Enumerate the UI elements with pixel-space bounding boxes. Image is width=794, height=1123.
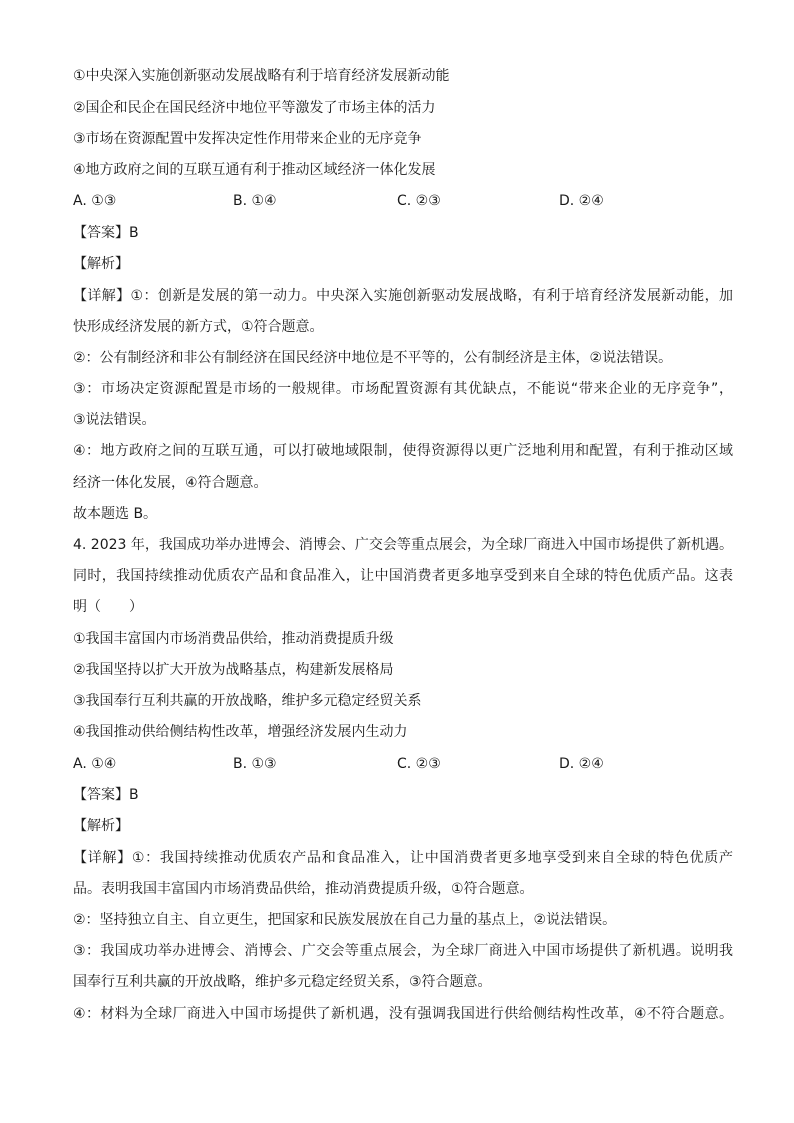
q4-option-d: D. ②④	[559, 756, 604, 772]
q4-detail-line-2: 品。表明我国丰富国内市场消费品供给，推动消费提质升级，①符合题意。	[73, 881, 534, 897]
q3-detail-line-7: 经济一体化发展，④符合题意。	[73, 475, 268, 491]
q4-option-c: C. ②③	[397, 756, 441, 772]
q4-stem-line-3: 明（ ）	[73, 599, 143, 615]
q3-conclusion: 故本题选 B。	[73, 506, 158, 522]
q3-analysis-label: 【解析】	[73, 256, 129, 272]
q4-statement-3: ③我国奉行互利共赢的开放战略，维护多元稳定经贸关系	[73, 693, 422, 709]
q4-detail-line-6: ④：材料为全球厂商进入中国市场提供了新机遇，没有强调我国进行供给侧结构性改革，④不符合题意。	[73, 1006, 733, 1022]
q3-option-b: B. ①④	[233, 193, 277, 209]
q4-statement-2: ②我国坚持以扩大开放为战略基点，构建新发展格局	[73, 662, 394, 678]
q4-analysis-label: 【解析】	[73, 818, 129, 834]
q3-statement-4: ④地方政府之间的互联互通有利于推动区域经济一体化发展	[73, 162, 436, 178]
q3-options	[73, 189, 733, 213]
q3-detail-line-2: 快形成经济发展的新方式，①符合题意。	[73, 319, 324, 335]
q3-detail-line-4: ③：市场决定资源配置是市场的一般规律。市场配置资源有其优缺点，不能说“带来企业的无序竞争”，	[73, 381, 733, 397]
q4-options	[73, 752, 733, 776]
q4-detail-line-1: 【详解】①：我国持续推动优质农产品和食品准入，让中国消费者更多地享受到来自全球的特色优质产	[73, 850, 733, 866]
q3-detail-line-6: ④：地方政府之间的互联互通，可以打破地域限制，使得资源得以更广泛地利用和配置，有利于推动区域	[73, 443, 733, 459]
q3-detail-line-5: ③说法错误。	[73, 412, 156, 428]
q3-statement-3: ③市场在资源配置中发挥决定性作用带来企业的无序竞争	[73, 131, 422, 147]
q3-statement-1: ①中央深入实施创新驱动发展战略有利于培育经济发展新动能	[73, 68, 450, 84]
q3-detail-line-1: 【详解】①：创新是发展的第一动力。中央深入实施创新驱动发展战略，有利于培育经济发展新动能，加	[73, 288, 733, 304]
q4-stem-line-2: 同时，我国持续推动优质农产品和食品准入，让中国消费者更多地享受到来自全球的特色优质产品。这表	[73, 568, 733, 584]
q4-statement-4: ④我国推动供给侧结构性改革，增强经济发展内生动力	[73, 724, 408, 740]
q3-answer: 【答案】B	[73, 225, 139, 241]
q4-statement-1: ①我国丰富国内市场消费品供给，推动消费提质升级	[73, 631, 394, 647]
q4-option-b: B. ①③	[233, 756, 277, 772]
q4-answer: 【答案】B	[73, 787, 139, 803]
q4-detail-line-3: ②：坚持独立自主、自立更生，把国家和民族发展放在自己力量的基点上，②说法错误。	[73, 912, 617, 928]
q3-option-d: D. ②④	[559, 193, 604, 209]
q4-detail-line-4: ③：我国成功举办进博会、消博会、广交会等重点展会，为全球厂商进入中国市场提供了新机遇。说明我	[73, 943, 733, 959]
q3-detail-line-3: ②：公有制经济和非公有制经济在国民经济中地位是不平等的，公有制经济是主体，②说法错误。	[73, 350, 673, 366]
q3-option-a: A. ①③	[73, 193, 117, 209]
q4-detail-line-5: 国奉行互利共赢的开放战略，维护多元稳定经贸关系，③符合题意。	[73, 974, 492, 990]
q4-option-a: A. ①④	[73, 756, 117, 772]
q3-statement-2: ②国企和民企在国民经济中地位平等激发了市场主体的活力	[73, 100, 436, 116]
q3-option-c: C. ②③	[397, 193, 441, 209]
q4-stem-line-1: 4. 2023 年，我国成功举办进博会、消博会、广交会等重点展会，为全球厂商进入中国市场提供了新机遇。	[73, 537, 733, 553]
